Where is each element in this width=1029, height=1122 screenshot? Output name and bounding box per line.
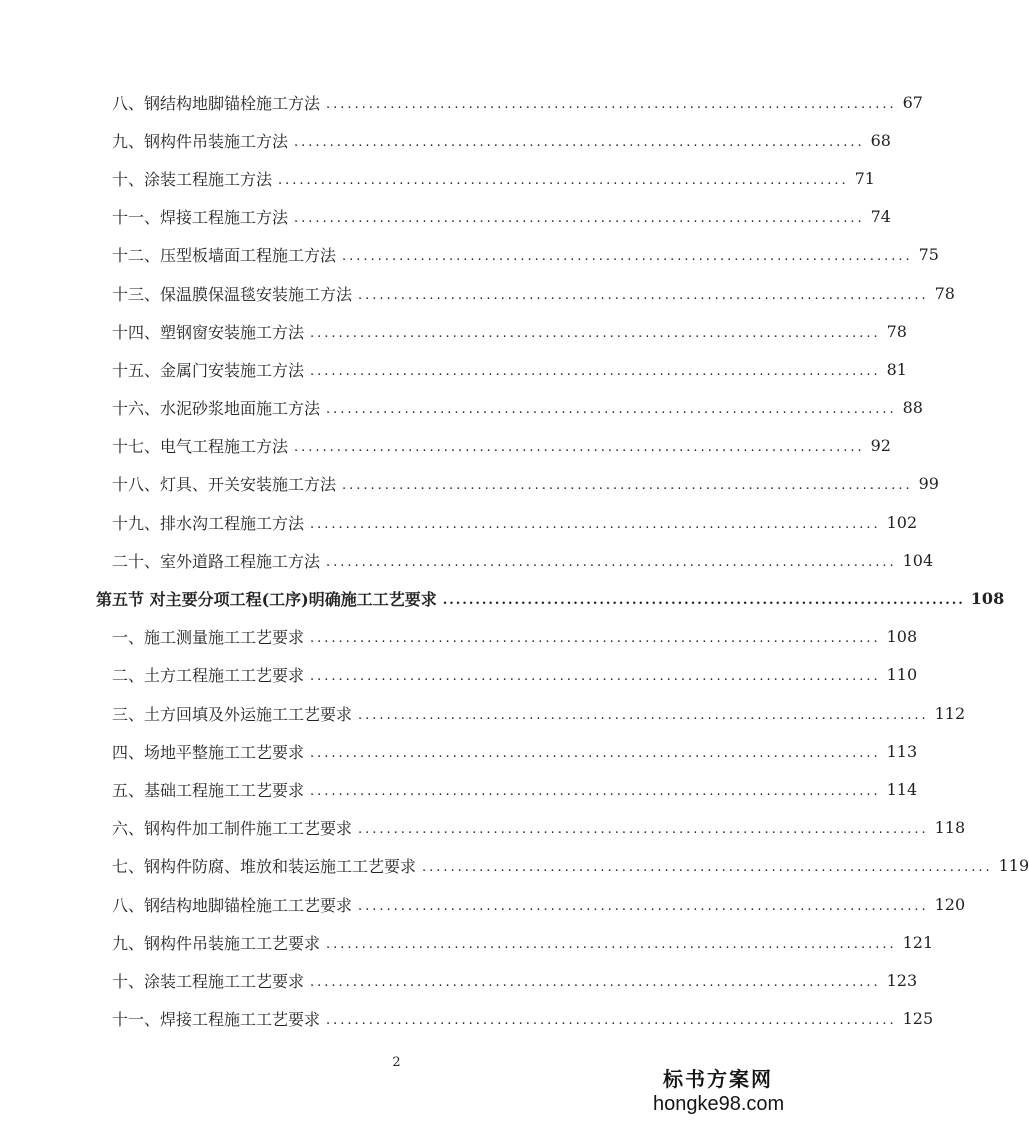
toc-entry-page: 74 bbox=[870, 207, 891, 227]
toc-entry[interactable] bbox=[0, 274, 955, 312]
toc-dot-leader: ................................................................................ bbox=[310, 516, 881, 532]
toc-dot-leader: ................................................................................ bbox=[310, 363, 881, 379]
toc-entry-page: 119 bbox=[998, 856, 1029, 876]
toc-entry-page: 120 bbox=[934, 894, 966, 914]
toc-dot-leader: ................................................................................ bbox=[294, 134, 865, 150]
toc-entry[interactable] bbox=[0, 656, 918, 694]
toc-entry-title: 三、土方回填及外运施工工艺要求 bbox=[112, 704, 353, 724]
toc-dot-leader: ................................................................................ bbox=[326, 554, 897, 570]
toc-entry[interactable] bbox=[0, 465, 939, 503]
toc-dot-leader: ................................................................................ bbox=[310, 974, 881, 990]
toc-dot-leader: ................................................................................ bbox=[310, 783, 881, 799]
toc-dot-leader: ................................................................................ bbox=[358, 822, 929, 838]
toc-entry-title: 十一、焊接工程施工方法 bbox=[112, 208, 289, 228]
toc-entry-page: 78 bbox=[886, 321, 907, 341]
toc-entry[interactable] bbox=[0, 732, 918, 770]
toc-dot-leader: ................................................................................ bbox=[310, 631, 881, 647]
watermark-title: 标书方案网 bbox=[663, 1067, 773, 1091]
toc-entry-title: 十三、保温膜保温毯安装施工方法 bbox=[112, 284, 353, 304]
toc-entry-title: 十九、排水沟工程施工方法 bbox=[112, 513, 305, 533]
toc-dot-leader: ................................................................................ bbox=[326, 936, 897, 952]
toc-entry-title: 二十、室外道路工程施工方法 bbox=[112, 551, 321, 571]
toc-entry[interactable] bbox=[0, 350, 907, 388]
toc-entry-title: 四、场地平整施工工艺要求 bbox=[112, 742, 305, 762]
toc-entry[interactable] bbox=[0, 885, 966, 923]
toc-entry[interactable] bbox=[0, 83, 923, 121]
toc-entry[interactable] bbox=[0, 961, 918, 999]
toc-entry-title: 七、钢构件防腐、堆放和装运施工工艺要求 bbox=[112, 857, 417, 877]
toc-dot-leader: ................................................................................ bbox=[422, 860, 993, 876]
toc-entry-page: 113 bbox=[886, 741, 918, 761]
toc-entry-title: 十一、焊接工程施工工艺要求 bbox=[112, 1010, 321, 1030]
toc-entry-page: 125 bbox=[902, 1009, 934, 1029]
table-of-contents bbox=[0, 83, 1029, 1038]
watermark-url: hongke98.com bbox=[653, 1093, 785, 1115]
toc-entry[interactable] bbox=[0, 1000, 934, 1038]
toc-dot-leader: ................................................................................ bbox=[310, 669, 881, 685]
toc-entry[interactable] bbox=[0, 312, 907, 350]
toc-entry-page: 67 bbox=[902, 92, 923, 112]
toc-entry[interactable] bbox=[0, 618, 918, 656]
toc-dot-leader: ................................................................................ bbox=[358, 898, 929, 914]
toc-entry-page: 81 bbox=[886, 359, 907, 379]
toc-entry-page: 121 bbox=[902, 932, 934, 952]
toc-entry[interactable] bbox=[0, 541, 934, 579]
toc-entry-page: 108 bbox=[970, 589, 1005, 609]
toc-entry[interactable] bbox=[0, 770, 918, 808]
toc-entry-page: 71 bbox=[854, 168, 875, 188]
toc-entry-page: 118 bbox=[934, 818, 966, 838]
toc-dot-leader: ................................................................................ bbox=[294, 211, 865, 227]
toc-entry-page: 102 bbox=[886, 512, 918, 532]
toc-entry[interactable] bbox=[0, 121, 891, 159]
toc-entry-page: 110 bbox=[886, 665, 918, 685]
toc-entry-title: 五、基础工程施工工艺要求 bbox=[112, 780, 305, 800]
toc-dot-leader: ................................................................................ bbox=[278, 172, 849, 188]
toc-dot-leader: ................................................................................ bbox=[358, 707, 929, 723]
toc-entry-title: 十七、电气工程施工方法 bbox=[112, 437, 289, 457]
toc-entry-title: 十二、压型板墙面工程施工方法 bbox=[112, 246, 337, 266]
toc-entry-page: 114 bbox=[886, 779, 918, 799]
toc-entry-page: 104 bbox=[902, 550, 934, 570]
toc-entry-page: 123 bbox=[886, 970, 918, 990]
toc-entry-page: 108 bbox=[886, 627, 918, 647]
toc-section-heading[interactable] bbox=[0, 579, 1005, 617]
toc-dot-leader: ................................................................................ bbox=[326, 1013, 897, 1029]
toc-dot-leader: ................................................................................ bbox=[294, 440, 865, 456]
toc-entry-page: 88 bbox=[902, 398, 923, 418]
watermark bbox=[653, 1066, 783, 1116]
toc-entry-title: 十六、水泥砂浆地面施工方法 bbox=[112, 399, 321, 419]
toc-entry-page: 78 bbox=[934, 283, 955, 303]
toc-entry[interactable] bbox=[0, 389, 923, 427]
toc-entry[interactable] bbox=[0, 159, 875, 197]
toc-entry-title: 八、钢结构地脚锚栓施工工艺要求 bbox=[112, 895, 353, 915]
toc-entry-page: 112 bbox=[934, 703, 966, 723]
toc-entry-page: 99 bbox=[918, 474, 939, 494]
toc-dot-leader: ................................................................................ bbox=[326, 402, 897, 418]
toc-entry-title: 十、涂装工程施工方法 bbox=[112, 169, 273, 189]
toc-dot-leader: ................................................................................ bbox=[342, 249, 913, 265]
page-number: 2 bbox=[392, 1055, 401, 1070]
toc-entry[interactable] bbox=[0, 503, 918, 541]
toc-entry-title: 一、施工测量施工工艺要求 bbox=[112, 628, 305, 648]
toc-entry[interactable] bbox=[0, 923, 934, 961]
toc-dot-leader: ................................................................................ bbox=[310, 325, 881, 341]
toc-entry[interactable] bbox=[0, 198, 891, 236]
toc-entry-title: 九、钢构件吊装施工工艺要求 bbox=[112, 933, 321, 953]
toc-entry-page: 92 bbox=[870, 436, 891, 456]
toc-entry[interactable] bbox=[0, 809, 966, 847]
toc-entry-title: 九、钢构件吊装施工方法 bbox=[112, 131, 289, 151]
toc-entry[interactable] bbox=[0, 236, 939, 274]
toc-dot-leader: ................................................................................ bbox=[358, 287, 929, 303]
toc-entry-page: 68 bbox=[870, 130, 891, 150]
toc-entry-title: 八、钢结构地脚锚栓施工方法 bbox=[112, 93, 321, 113]
toc-dot-leader: ................................................................................ bbox=[342, 478, 913, 494]
toc-entry[interactable] bbox=[0, 847, 1029, 885]
toc-entry-title: 十、涂装工程施工工艺要求 bbox=[112, 971, 305, 991]
toc-entry-title: 第五节 对主要分项工程(工序)明确施工工艺要求 bbox=[96, 590, 437, 610]
toc-dot-leader: ................................................................................ bbox=[310, 745, 881, 761]
toc-entry-title: 十五、金属门安装施工方法 bbox=[112, 360, 305, 380]
toc-entry-title: 六、钢构件加工制件施工工艺要求 bbox=[112, 819, 353, 839]
toc-dot-leader: ................................................................................ bbox=[442, 593, 965, 609]
toc-entry-title: 十八、灯具、开关安装施工方法 bbox=[112, 475, 337, 495]
toc-entry-page: 75 bbox=[918, 245, 939, 265]
toc-entry[interactable] bbox=[0, 427, 891, 465]
toc-entry[interactable] bbox=[0, 694, 966, 732]
toc-entry-title: 二、土方工程施工工艺要求 bbox=[112, 666, 305, 686]
toc-entry-title: 十四、塑钢窗安装施工方法 bbox=[112, 322, 305, 342]
toc-dot-leader: ................................................................................ bbox=[326, 96, 897, 112]
